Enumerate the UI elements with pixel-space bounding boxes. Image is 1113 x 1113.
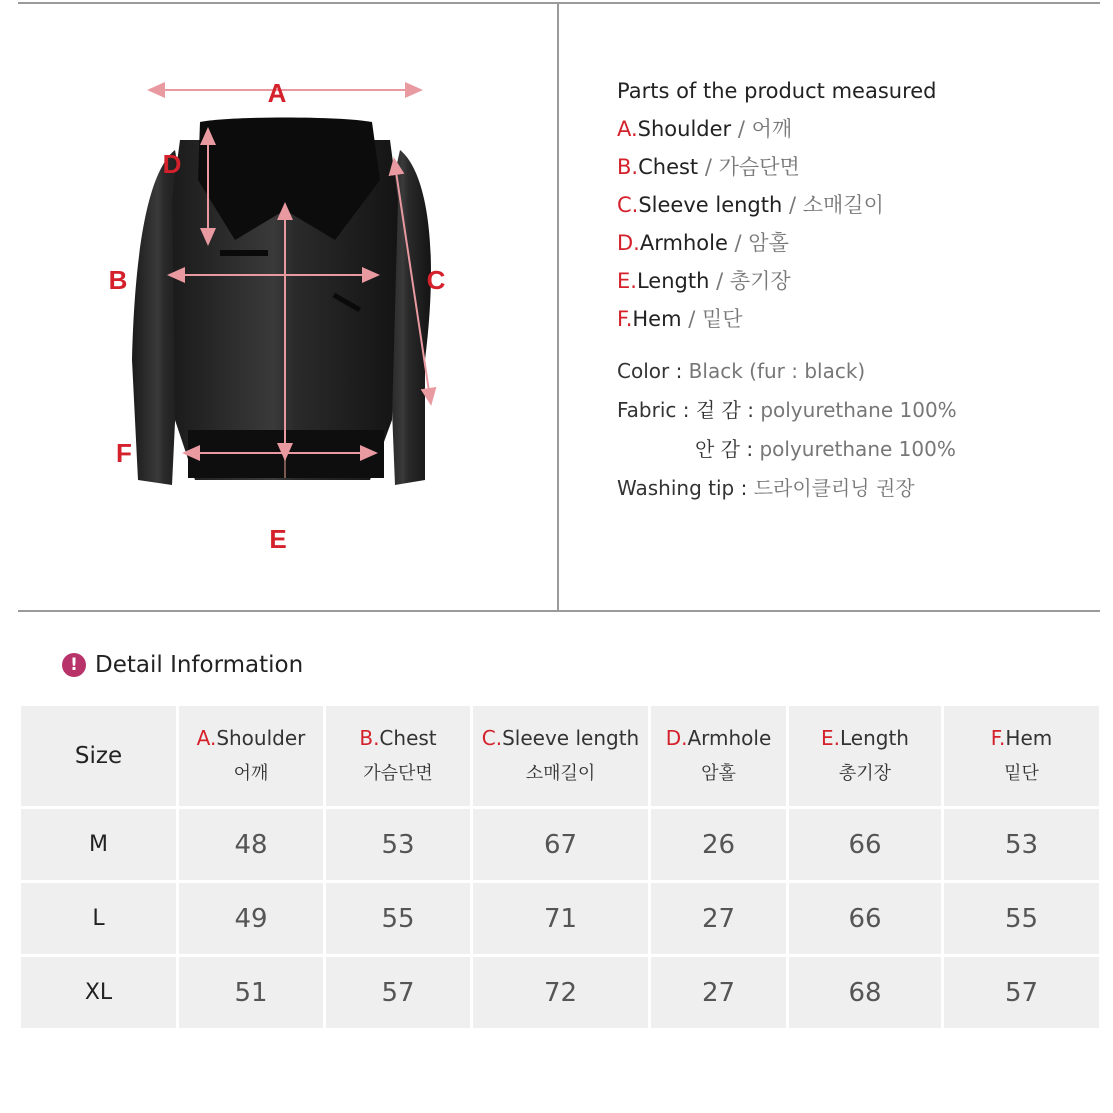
value-cell: 27 xyxy=(651,883,786,954)
part-letter: D. xyxy=(617,231,640,255)
value-cell: 27 xyxy=(651,957,786,1028)
column-header: A.Shoulder 어깨 xyxy=(179,706,323,806)
part-en: Sleeve length xyxy=(638,193,783,217)
part-en: Length xyxy=(636,269,710,293)
part-ko: / 가슴단면 xyxy=(698,155,800,179)
fabric-outer-key: 겉 감 : xyxy=(695,398,761,422)
part-item xyxy=(617,192,1087,218)
size-table xyxy=(18,703,1102,1031)
part-letter: B. xyxy=(617,155,639,179)
section-divider xyxy=(18,610,1100,612)
top-divider xyxy=(18,2,1100,4)
table-header-row xyxy=(21,706,1099,806)
color-row xyxy=(617,358,1087,384)
value-cell: 66 xyxy=(789,883,941,954)
fabric-inner-key: 안 감 : xyxy=(695,437,760,461)
washing-key: Washing tip : xyxy=(617,476,754,500)
value-cell: 26 xyxy=(651,809,786,880)
part-letter: A. xyxy=(617,117,638,141)
part-letter: F. xyxy=(617,307,633,331)
part-item xyxy=(617,116,1087,142)
size-cell: XL xyxy=(21,957,176,1028)
color-value: Black (fur : black) xyxy=(688,359,866,383)
size-header: Size xyxy=(21,706,176,806)
column-header: D.Armhole 암홀 xyxy=(651,706,786,806)
table-row xyxy=(21,809,1099,880)
value-cell: 68 xyxy=(789,957,941,1028)
value-cell: 67 xyxy=(473,809,648,880)
fabric-row xyxy=(617,397,1087,423)
part-item xyxy=(617,268,1087,294)
table-row xyxy=(21,957,1099,1028)
label-c: C xyxy=(426,265,446,295)
column-header: F.Hem 밑단 xyxy=(944,706,1099,806)
value-cell: 57 xyxy=(326,957,470,1028)
part-item xyxy=(617,154,1087,180)
part-en: Armhole xyxy=(639,231,728,255)
value-cell: 51 xyxy=(179,957,323,1028)
product-info-panel xyxy=(617,78,1087,514)
part-en: Hem xyxy=(632,307,682,331)
part-item xyxy=(617,306,1087,332)
value-cell: 49 xyxy=(179,883,323,954)
part-ko: / 총기장 xyxy=(709,269,791,293)
parts-list xyxy=(617,116,1087,332)
value-cell: 66 xyxy=(789,809,941,880)
spec-list xyxy=(617,358,1087,501)
column-header: B.Chest 가슴단면 xyxy=(326,706,470,806)
color-key: Color : xyxy=(617,359,689,383)
part-letter: C. xyxy=(617,193,639,217)
part-item xyxy=(617,230,1087,256)
label-f: F xyxy=(116,438,132,468)
detail-title: Detail Information xyxy=(95,652,304,678)
size-cell: L xyxy=(21,883,176,954)
washing-row xyxy=(617,475,1087,501)
exclamation-icon: ! xyxy=(62,653,86,677)
part-letter: E. xyxy=(617,269,637,293)
fabric-outer-value: polyurethane 100% xyxy=(760,398,957,422)
fabric-inner-row xyxy=(617,436,1087,462)
value-cell: 55 xyxy=(944,883,1099,954)
value-cell: 57 xyxy=(944,957,1099,1028)
washing-value: 드라이클리닝 권장 xyxy=(753,476,915,500)
part-ko: / 소매길이 xyxy=(782,193,884,217)
jacket-illustration xyxy=(80,60,500,580)
size-cell: M xyxy=(21,809,176,880)
vertical-divider xyxy=(557,2,559,612)
jacket-measurement-figure xyxy=(80,60,500,580)
part-en: Chest xyxy=(638,155,699,179)
value-cell: 71 xyxy=(473,883,648,954)
column-header: E.Length 총기장 xyxy=(789,706,941,806)
part-ko: / 암홀 xyxy=(727,231,789,255)
label-e: E xyxy=(269,524,287,554)
part-ko: / 밑단 xyxy=(681,307,743,331)
info-title: Parts of the product measured xyxy=(617,79,937,103)
label-d: D xyxy=(162,149,182,179)
value-cell: 72 xyxy=(473,957,648,1028)
table-row xyxy=(21,883,1099,954)
fabric-key: Fabric : xyxy=(617,398,696,422)
label-a: A xyxy=(267,78,287,108)
value-cell: 48 xyxy=(179,809,323,880)
detail-information-heading xyxy=(62,650,303,680)
part-ko: / 어깨 xyxy=(731,117,793,141)
fabric-inner-value: polyurethane 100% xyxy=(759,437,956,461)
value-cell: 53 xyxy=(326,809,470,880)
part-en: Shoulder xyxy=(637,117,732,141)
value-cell: 53 xyxy=(944,809,1099,880)
value-cell: 55 xyxy=(326,883,470,954)
label-b: B xyxy=(108,265,128,295)
column-header: C.Sleeve length 소매길이 xyxy=(473,706,648,806)
